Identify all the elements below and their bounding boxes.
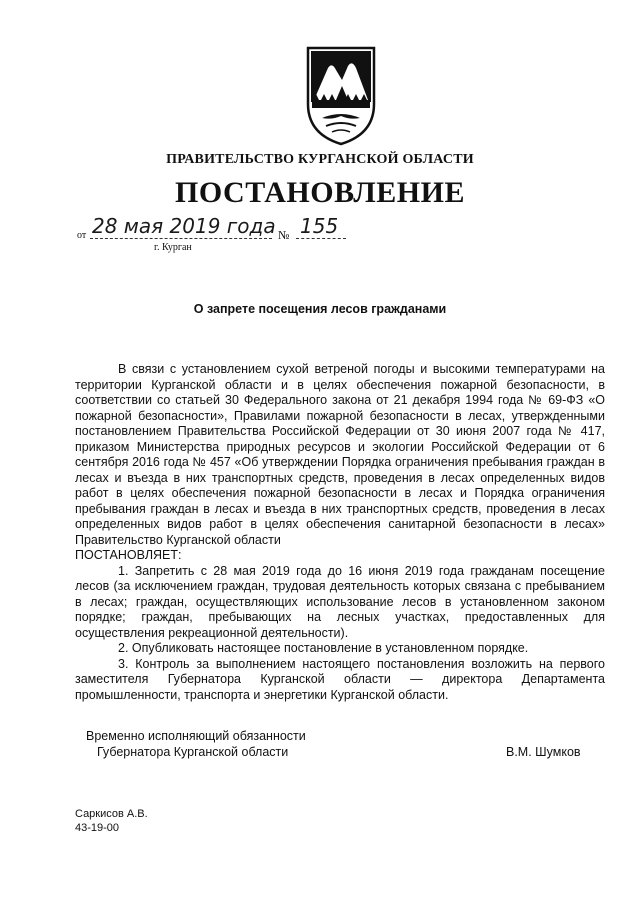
executor-phone: 43-19-00 <box>75 822 120 834</box>
date-prefix: от <box>77 230 87 241</box>
resolves-label: ПОСТАНОВЛЯЕТ: <box>75 548 182 562</box>
preamble-paragraph: В связи с установлением сухой ветреной погоды и высокими температурами на территории Курганской области и в целях обеспечения пожарной безопасности, в соответствии со статьей 30 Федерального закона от 21 декабря 1994 года № 69-ФЗ «О пожарной безопасности», Правилами пожарной безопасности в лесах, утвержденными постановлением Правительства Российской Федерации от 30 июня 2007 года № 417, приказом Министерства природных ресурсов и экологии Российской Федерации от 6 сентября 2016 года № 457 «Об утверждении Порядка ограничения пребывания граждан в лесах и въезда в них транспортных средств, проведения в лесах определенных видов работ в целях обеспечения пожарной безопасности в лесах и Порядка ограничения пребывания граждан в лесах и въезда в них транспортных средств, проведения в лесах определенных видов работ в целях обеспечения санитарной безопасности в лесах» Правительство Курганской области <box>75 362 605 547</box>
item-3-paragraph: 3. Контроль за выполнением настоящего постановления возложить на первого заместителя Губернатора Курганской области — директора Департамента промышленности, транспорта и энергетики Курганской области. <box>75 656 605 702</box>
item-1-paragraph: 1. Запретить с 28 мая 2019 года до 16 июня 2019 года гражданам посещение лесов (за исключением граждан, трудовая деятельность которых связана с пребыванием в лесах; граждан, осуществляющих использование лесов в установленном законом порядке; граждан, пребывающих на лесных участках, предоставленных для осуществления рекреационной деятельности). <box>75 563 605 640</box>
date-underline <box>90 238 272 240</box>
city-label: г. Курган <box>154 242 192 253</box>
number-underline <box>296 238 346 240</box>
document-type-heading: ПОСТАНОВЛЕНИЕ <box>175 176 465 209</box>
signatory-name: В.М. Шумков <box>506 745 581 759</box>
government-name: ПРАВИТЕЛЬСТВО КУРГАНСКОЙ ОБЛАСТИ <box>166 152 474 167</box>
document-number: 155 <box>300 214 339 238</box>
signatory-position-line-1: Временно исполняющий обязанности <box>86 729 306 743</box>
executor-name: Саркисов А.В. <box>75 808 148 820</box>
number-label: № <box>278 228 290 242</box>
document-body <box>75 362 605 703</box>
coat-of-arms-emblem <box>302 42 380 148</box>
signatory-position-line-2: Губернатора Курганской области <box>97 745 289 759</box>
document-title: О запрете посещения лесов гражданами <box>193 302 447 316</box>
document-date: 28 мая 2019 года <box>92 214 276 238</box>
item-2-paragraph: 2. Опубликовать настоящее постановление в установленном порядке. <box>118 641 529 655</box>
